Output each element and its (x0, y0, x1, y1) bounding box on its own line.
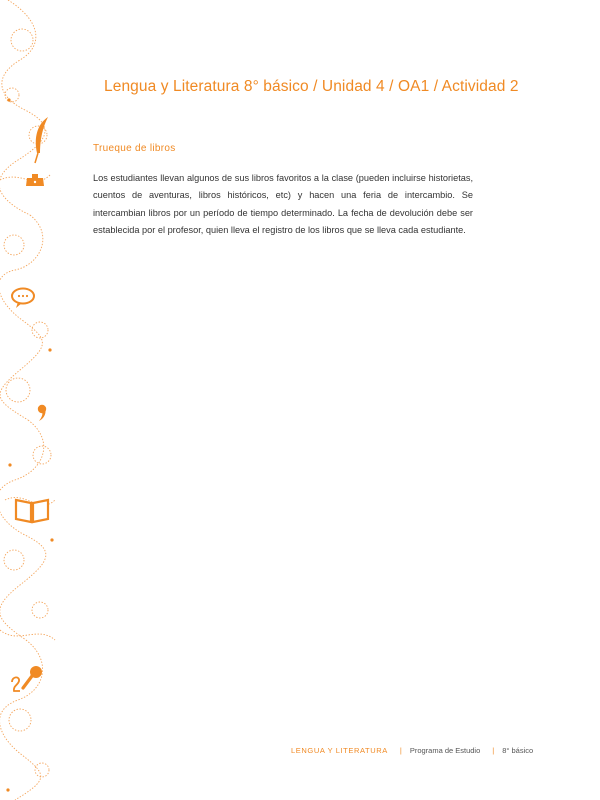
footer-separator: | (399, 746, 402, 755)
page-header-title: Lengua y Literatura 8° básico / Unidad 4 / OA1 / Actividad 2 (104, 78, 519, 95)
open-book-icon (14, 496, 50, 524)
comma-icon (36, 404, 48, 422)
page-footer (291, 746, 533, 755)
speech-bubble-icon (10, 287, 36, 309)
ink-pot-icon (24, 172, 46, 188)
footer-separator: | (492, 746, 495, 755)
microphone-icon (10, 664, 44, 694)
section-title: Trueque de libros (93, 143, 176, 154)
footer-grade: 8° básico (502, 746, 534, 755)
activity-description: Los estudiantes llevan algunos de sus libros favoritos a la clase (pueden incluirse historietas, cuentos de aventuras, libros históricos, etc) y hacen una feria de intercambio. Se intercambian libros por un período de tiempo determinado. La fecha de devolución debe ser establecida por el profesor, quien lleva el registro de los libros que se lleva cada estudiante. (93, 173, 473, 235)
feather-pen-icon (28, 115, 52, 165)
footer-program: Programa de Estudio (409, 746, 481, 755)
footer-subject: LENGUA Y LITERATURA (291, 746, 388, 755)
